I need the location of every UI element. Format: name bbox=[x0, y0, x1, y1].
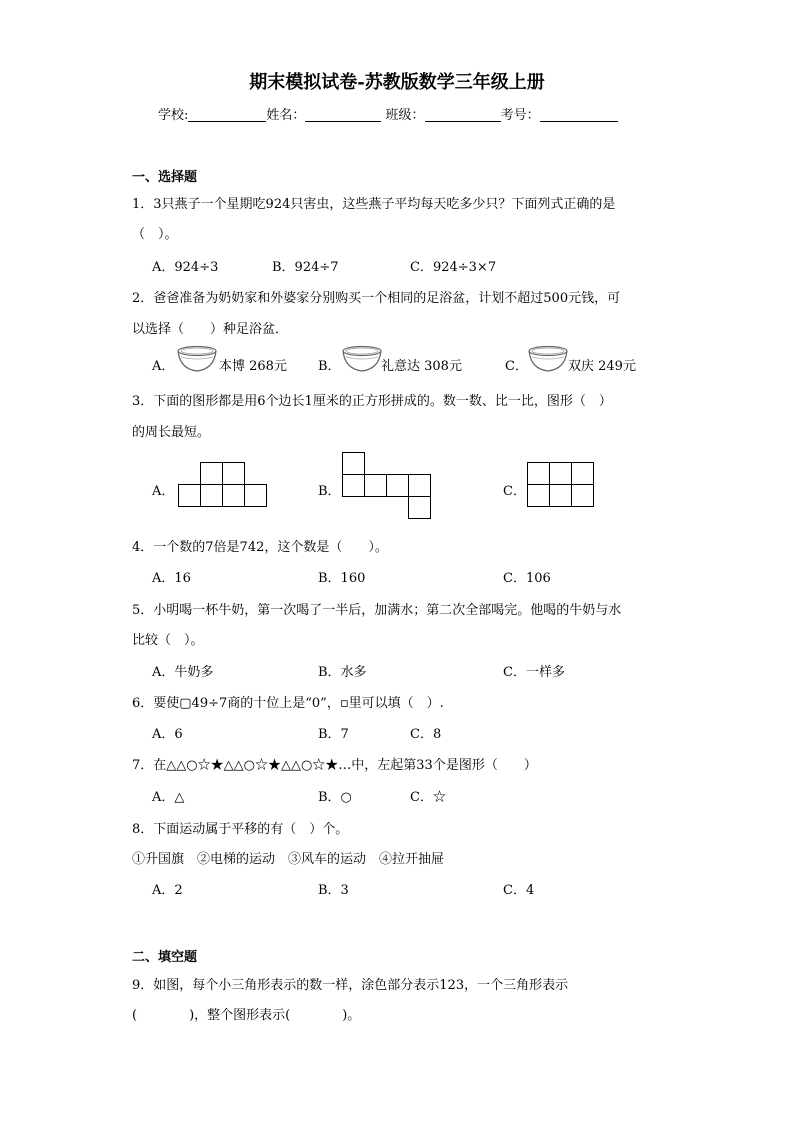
basin-icon bbox=[176, 345, 218, 375]
q1-option-c[interactable]: C．924÷3×7 bbox=[410, 260, 497, 275]
q3-figure-b bbox=[340, 451, 434, 521]
q1-text: 1．3只燕子一个星期吃924只害虫，这些燕子平均每天吃多少只？下面列式正确的是 bbox=[132, 197, 616, 212]
class-label: 班级： bbox=[385, 108, 425, 123]
q6-option-a[interactable]: A．6 bbox=[152, 727, 183, 742]
number-blank[interactable] bbox=[540, 107, 618, 122]
q6-option-b[interactable]: B．7 bbox=[318, 727, 349, 742]
q8-items: ①升国旗 ②电梯的运动 ③风车的运动 ④拉开抽屉 bbox=[132, 852, 445, 867]
school-blank[interactable] bbox=[188, 107, 266, 122]
q9-text-2: ( )，整个图形表示( )。 bbox=[132, 1008, 361, 1023]
class-blank[interactable] bbox=[425, 107, 501, 122]
q8-option-b[interactable]: B．3 bbox=[318, 883, 349, 898]
q2-option-c-letter: C． bbox=[505, 359, 528, 374]
basin-icon bbox=[341, 345, 383, 375]
q3-figure-c bbox=[525, 462, 597, 510]
q8-option-a[interactable]: A．2 bbox=[152, 883, 183, 898]
basin-icon bbox=[527, 345, 569, 375]
q3-text-2: 的周长最短。 bbox=[132, 425, 211, 440]
q3-text: 3．下面的图形都是用6个边长1厘米的正方形拼成的。数一数、比一比，图形（ ） bbox=[132, 394, 612, 409]
section-fill-heading: 二、填空题 bbox=[132, 950, 198, 965]
q8-option-c[interactable]: C．4 bbox=[503, 883, 535, 898]
q4-option-c[interactable]: C．106 bbox=[503, 571, 551, 586]
q2-option-a[interactable] bbox=[152, 355, 174, 374]
q4-option-a[interactable]: A．16 bbox=[152, 571, 191, 586]
q1-text-2: （ ）。 bbox=[132, 227, 178, 242]
section-choice-heading: 一、选择题 bbox=[132, 170, 198, 185]
q2-option-b-letter: B． bbox=[318, 359, 341, 374]
q2-option-a-text: 本博 268元 bbox=[219, 359, 287, 374]
q7-option-b[interactable]: B．○ bbox=[318, 790, 352, 805]
page-title: 期末模拟试卷-苏教版数学三年级上册 bbox=[249, 72, 545, 93]
q6-text: 6．要使▢49÷7商的十位上是“0”，▫里可以填（ ）. bbox=[132, 696, 444, 711]
q5-option-c[interactable]: C．一样多 bbox=[503, 665, 565, 680]
number-label: 考号： bbox=[500, 108, 540, 123]
q2-option-c-text: 双庆 249元 bbox=[568, 359, 636, 374]
q3-option-b[interactable]: B． bbox=[318, 484, 341, 499]
name-label: 姓名： bbox=[266, 108, 306, 123]
q2-text-2: 以选择（ ）种足浴盆． bbox=[132, 322, 289, 337]
q9-text: 9．如图，每个小三角形表示的数一样，涂色部分表示123，一个三角形表示 bbox=[132, 978, 569, 993]
q1-option-a[interactable]: A．924÷3 bbox=[152, 260, 219, 275]
school-label: 学校: bbox=[158, 108, 189, 123]
q7-option-c[interactable]: C．☆ bbox=[410, 790, 446, 805]
q2-option-c[interactable] bbox=[505, 355, 528, 374]
q2-option-b[interactable] bbox=[318, 355, 341, 374]
q5-text-2: 比较（ ）。 bbox=[132, 633, 204, 648]
q5-option-a[interactable]: A．牛奶多 bbox=[152, 665, 214, 680]
q2-option-b-text: 礼意达 308元 bbox=[381, 359, 462, 374]
q6-option-c[interactable]: C．8 bbox=[410, 727, 442, 742]
q3-figure-a bbox=[176, 462, 270, 510]
q3-option-a[interactable]: A． bbox=[152, 484, 175, 499]
q4-text: 4．一个数的7倍是742，这个数是（ ）。 bbox=[132, 540, 388, 555]
q7-text: 7．在△△○☆★△△○☆★△△○☆★…中，左起第33个是图形（ ） bbox=[132, 758, 537, 773]
q2-text: 2．爸爸准备为奶奶家和外婆家分别购买一个相同的足浴盆，计划不超过500元钱，可 bbox=[132, 291, 621, 306]
q2-option-a-letter: A． bbox=[152, 359, 175, 374]
q8-text: 8．下面运动属于平移的有（ ）个。 bbox=[132, 822, 349, 837]
q3-option-c[interactable]: C． bbox=[503, 484, 526, 499]
q4-option-b[interactable]: B．160 bbox=[318, 571, 366, 586]
header-info bbox=[158, 104, 618, 123]
q5-option-b[interactable]: B．水多 bbox=[318, 665, 367, 680]
name-blank[interactable] bbox=[305, 107, 381, 122]
q7-option-a[interactable]: A．△ bbox=[152, 790, 185, 805]
q1-option-b[interactable]: B．924÷7 bbox=[272, 260, 339, 275]
q5-text: 5．小明喝一杯牛奶，第一次喝了一半后，加满水；第二次全部喝完。他喝的牛奶与水 bbox=[132, 603, 622, 618]
